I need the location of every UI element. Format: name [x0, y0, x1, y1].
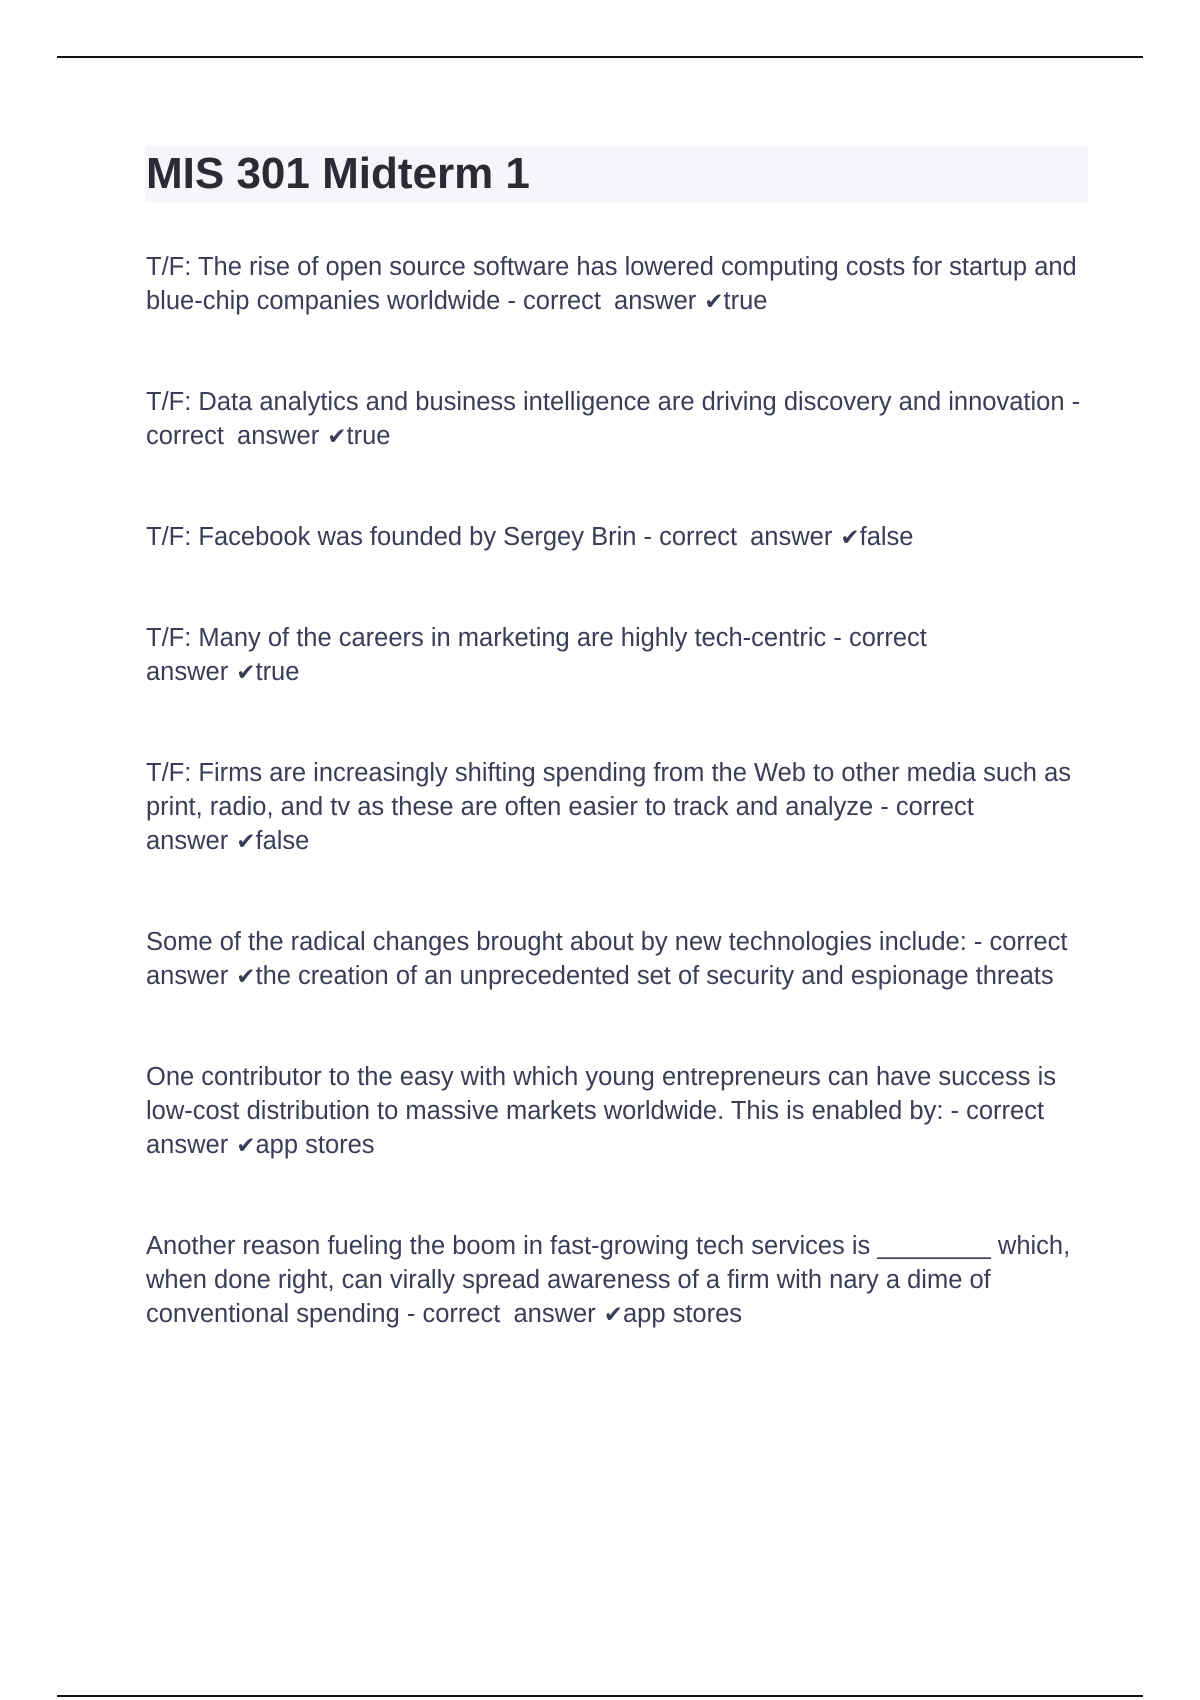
- answer-text: app stores: [255, 1131, 375, 1159]
- answer-label: correct answer: [146, 624, 927, 686]
- answer-label: correct answer: [659, 523, 833, 551]
- answer-separator: -: [826, 624, 849, 652]
- check-mark-icon: ✔: [603, 1302, 623, 1328]
- top-rule: [57, 56, 1143, 58]
- qa-item: [146, 1229, 1091, 1332]
- answer-text: true: [723, 287, 768, 315]
- answer-separator: -: [1064, 388, 1081, 416]
- answer-separator: -: [399, 1300, 423, 1328]
- check-mark-icon: ✔: [236, 964, 256, 990]
- answer-separator: -: [966, 928, 990, 956]
- check-mark-icon: ✔: [840, 525, 860, 551]
- answer-text: false: [255, 827, 310, 855]
- qa-item: [146, 385, 1091, 454]
- check-mark-icon: ✔: [236, 660, 256, 686]
- qa-item: [146, 1060, 1091, 1163]
- qa-item: [146, 621, 1091, 690]
- question-text: T/F: The rise of open source software has lowered computing costs for startup and blue-chip companies worldwide: [146, 253, 1077, 315]
- qa-item: [146, 520, 1091, 555]
- answer-text: the creation of an unprecedented set of security and espionage threats: [255, 962, 1054, 990]
- qa-item: [146, 756, 1091, 859]
- question-text: One contributor to the easy with which young entrepreneurs can have success is low-cost distribution to massive markets worldwide. This is enabled by:: [146, 1063, 1056, 1125]
- qa-list: [146, 250, 1091, 1398]
- question-text: T/F: Facebook was founded by Sergey Brin: [146, 523, 637, 551]
- answer-text: true: [255, 658, 300, 686]
- answer-text: false: [859, 523, 914, 551]
- question-text: Some of the radical changes brought about by new technologies include:: [146, 928, 967, 956]
- answer-text: true: [346, 422, 391, 450]
- question-text: T/F: Many of the careers in marketing are highly tech-centric: [146, 624, 827, 652]
- bottom-rule: [57, 1695, 1143, 1697]
- answer-separator: -: [943, 1097, 967, 1125]
- answer-separator: -: [500, 287, 524, 315]
- check-mark-icon: ✔: [236, 1133, 256, 1159]
- answer-label: correct answer: [146, 422, 320, 450]
- answer-label: correct answer: [146, 1097, 1045, 1159]
- document-title: MIS 301 Midterm 1: [146, 149, 530, 198]
- answer-separator: -: [873, 793, 896, 821]
- check-mark-icon: ✔: [236, 829, 256, 855]
- qa-item: [146, 925, 1091, 994]
- check-mark-icon: ✔: [704, 289, 724, 315]
- check-mark-icon: ✔: [327, 424, 347, 450]
- question-text: T/F: Firms are increasingly shifting spending from the Web to other media such as print, radio, and tv as these are often easier to track and analyze: [146, 759, 1072, 821]
- question-text: Another reason fueling the boom in fast-growing tech services is ________ which, when done right, can virally spread awareness of a firm with nary a dime of conventional spending: [146, 1232, 1071, 1328]
- answer-separator: -: [636, 523, 660, 551]
- answer-label: correct answer: [146, 928, 1068, 990]
- answer-label: correct answer: [523, 287, 697, 315]
- qa-item: [146, 250, 1091, 319]
- answer-label: correct answer: [422, 1300, 596, 1328]
- answer-text: app stores: [622, 1300, 743, 1328]
- answer-label: correct answer: [146, 793, 974, 855]
- question-text: T/F: Data analytics and business intelligence are driving discovery and innovation: [146, 388, 1065, 416]
